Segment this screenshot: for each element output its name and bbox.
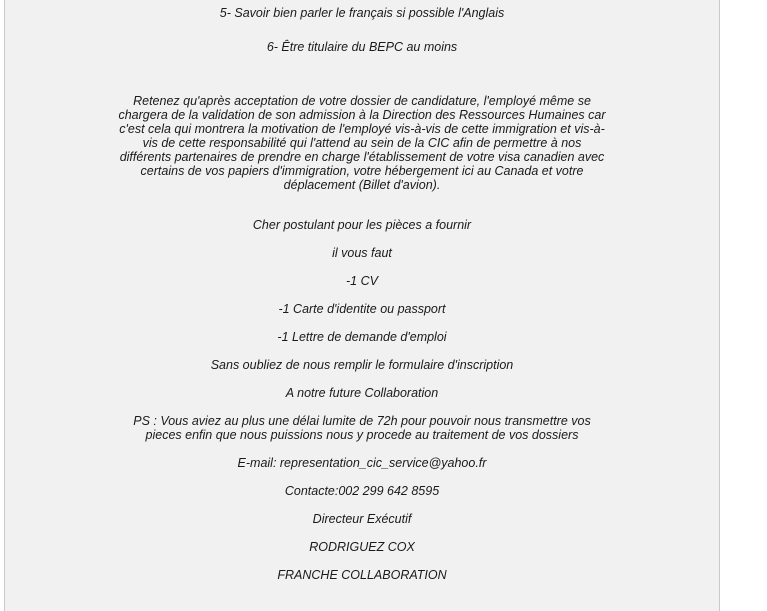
spacer [19,54,705,80]
spacer [19,260,705,274]
spacer [19,372,705,386]
spacer [19,316,705,330]
spacer [19,80,705,94]
spacer [19,192,705,218]
form-note: Sans oubliez de nous remplir le formulaire d'inscription [210,358,514,372]
spacer [19,498,705,512]
right-margin [721,0,767,611]
document-item-id: -1 Carte d'identite ou passport [278,302,446,316]
ps-paragraph: PS : Vous aviez au plus une délai lumite de 72h pour pouvoir nous transmettre vos pieces enfin que nous puissions nous y procede au traitement de vos dossiers [133,414,591,442]
spacer [19,470,705,484]
collaboration-note: A notre future Collaboration [285,386,439,400]
document-item-letter: -1 Lettre de demande d'emploi [277,330,447,344]
need-label: il vous faut [332,246,392,260]
signature-title: Directeur Exécutif [312,512,412,526]
acceptance-paragraph: Retenez qu'après acceptation de votre dossier de candidature, l'employé même se chargera de la validation de son admission à la Direction des Ressources Humaines car c'est cela qui montrera la motivation de l'employé vis-à-vis de cette immigration et vis-à-vis de cette responsabilité qui l'attend au sein de la CIC afin de permettre à nos différents partenaires de prendre en charge l'établissement de votre visa canadien avec certains de vos papiers d'immigration, votre hébergement ici au Canada et votre déplacement (Billet d'avion). [118,94,606,192]
requirement-line-5: 5- Savoir bien parler le français si possible l'Anglais [219,6,505,20]
spacer [19,344,705,358]
spacer [19,442,705,456]
spacer [19,554,705,568]
requirement-line-6: 6- Être titulaire du BEPC au moins [266,40,458,54]
spacer [19,526,705,540]
spacer [19,232,705,246]
document-item-cv: -1 CV [346,274,378,288]
email-line: E-mail: representation_cic_service@yahoo.fr [237,456,487,470]
spacer [19,288,705,302]
spacer [19,400,705,414]
documents-intro: Cher postulant pour les pièces a fournir [252,218,472,232]
signature-name: RODRIGUEZ COX [309,540,415,554]
signature-org: FRANCHE COLLABORATION [277,568,447,582]
contact-line: Contacte:002 299 642 8595 [284,484,440,498]
spacer [19,20,705,40]
document-content [5,0,719,611]
